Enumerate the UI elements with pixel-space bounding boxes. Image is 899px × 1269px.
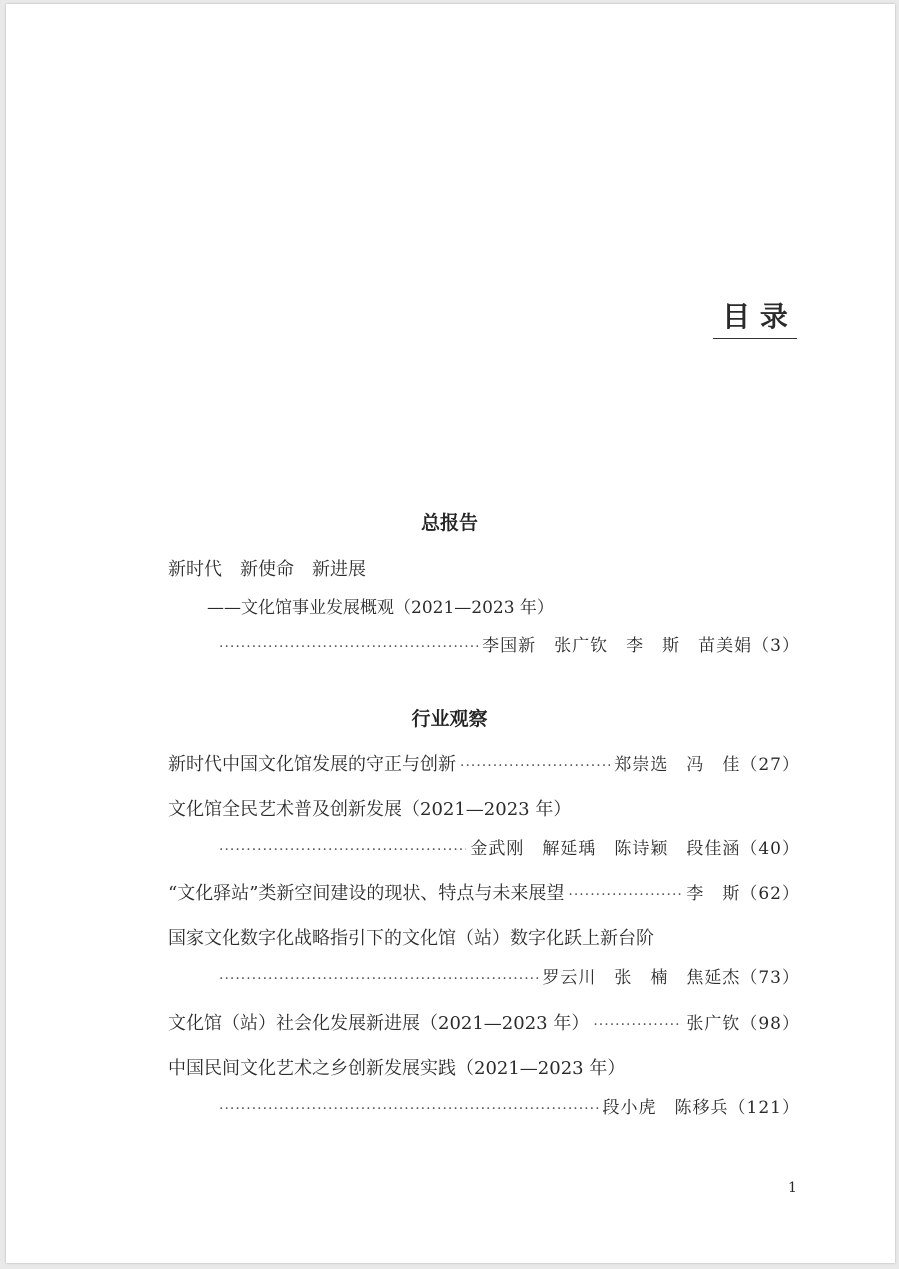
toc-entry-title: “文化驿站”类新空间建设的现状、特点与未来展望 (168, 883, 565, 904)
toc-entry-title: 文化馆（站）社会化发展新进展（2021—2023 年） (168, 1013, 590, 1034)
toc-entry-title: 国家文化数字化战略指引下的文化馆（站）数字化跃上新台阶 (168, 928, 654, 949)
toc-entry-authors: 金武刚 解延瑀 陈诗颖 段佳涵 (470, 839, 741, 859)
toc-entry-authors: 张广钦 (686, 1014, 741, 1034)
toc-entry-leader-row (215, 1096, 800, 1121)
toc-entry-page: （40） (740, 839, 800, 859)
dot-leader (568, 883, 682, 907)
dot-leader (219, 635, 478, 659)
dot-leader (593, 1013, 682, 1037)
toc-entry-authors: 李国新 张广钦 李 斯 苗美娟 (482, 636, 753, 656)
toc-entry (168, 1012, 800, 1037)
toc-entry-title: 中国民间文化艺术之乡创新发展实践（2021—2023 年） (168, 1058, 626, 1079)
toc-entry-title: 新时代 新使命 新进展 (168, 559, 366, 580)
section-heading-industry-observation: 行业观察 (411, 708, 488, 730)
toc-entry-title: 新时代中国文化馆发展的守正与创新 (168, 754, 456, 775)
toc-entry-authors: 郑崇选 冯 佳 (614, 755, 741, 775)
toc-entry-page: （27） (740, 755, 800, 775)
toc-entry-title: 文化馆全民艺术普及创新发展（2021—2023 年） (168, 799, 572, 820)
toc-entry-leader-row (215, 837, 800, 862)
toc-entry-authors: 李 斯 (686, 884, 741, 904)
toc-title: 目 录 (713, 300, 797, 339)
dot-leader (219, 967, 538, 991)
section-heading-general-report: 总报告 (420, 512, 478, 534)
toc-entry (168, 882, 800, 907)
dot-leader (460, 754, 610, 778)
toc-entry-leader-row (215, 634, 800, 659)
toc-entry-authors: 罗云川 张 楠 焦延杰 (542, 968, 741, 988)
dot-leader (219, 838, 466, 862)
toc-entry-page: （62） (740, 884, 800, 904)
toc-entry-page: （3） (752, 636, 800, 656)
toc-entry (168, 753, 800, 778)
toc-entry-authors: 段小虎 陈移兵 (602, 1098, 729, 1118)
toc-entry-page: （98） (740, 1014, 800, 1034)
toc-entry-subtitle: ——文化馆事业发展概观（2021—2023 年） (207, 598, 554, 618)
toc-entry-leader-row (215, 966, 800, 991)
toc-entry-page: （121） (728, 1098, 800, 1118)
toc-entry-page: （73） (740, 968, 800, 988)
page-number: 1 (788, 1180, 797, 1196)
dot-leader (219, 1097, 599, 1121)
